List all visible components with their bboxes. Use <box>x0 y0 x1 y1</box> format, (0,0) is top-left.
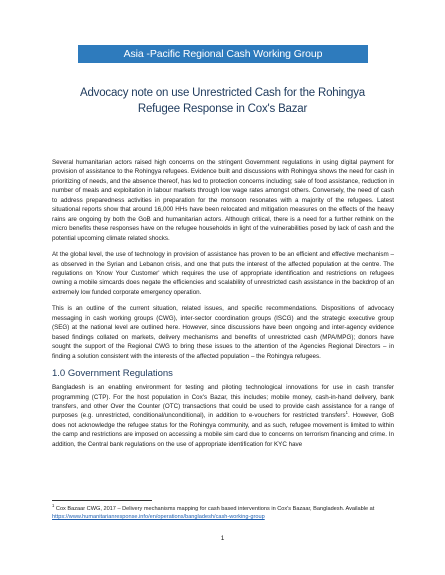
page-number: 1 <box>220 535 225 542</box>
paragraph: This is an outline of the current situation, related issues, and specific recommendations. Dispositions of advocacy messaging in cash working groups (CWG), inter-sector coordination groups (ISCG) and the strategic executive group (SEG) at the national level are outlined here. However, since discussions have been ongoing and inter-agency evidence based findings collated on markets, delivery mechanisms and benefits of unrestricted cash (MPA/MPG); donors have sought the support of the Regional CWG to bring these issues to the attention of the Agencies Regional Directors – in finding a solution consistent with the interests of the affected population – the Rohingya refugees. <box>52 305 394 360</box>
paragraph-text: . However, GoB does not acknowledge the refugee status for the Rohingya community, and as such, refugee movement is limited to within the camp and restrictions are imposed on accessing a mobile sim card due to concerns on terrorism financing and crime. In addition, the Central bank regulations on the use of appropriate identification for KYC have <box>52 412 394 448</box>
organization-banner: Asia -Pacific Regional Cash Working Group <box>78 45 368 63</box>
footnote-mark: 1 <box>52 503 55 509</box>
paragraph: Several humanitarian actors raised high concerns on the stringent Government regulations in using digital payment for provision of assistance to the Rohingya refugees. Evidence built and discussions with Rohingya shows the need for cash in prioritizing of needs, and the absence thereof, has led to protection concerns including; sale of food assistance, reduction in number of meals and exploitation in labour markets through low wage rates amongst others. Conversely, the need of cash to address preparedness activities in preparation for the monsoon resonates with a majority of the refugees. Latest situational reports show that around 16,000 HHs have been relocated and mitigation measures on the effects of the heavy rains are ongoing by both the GoB and humanitarian actors. Although critical, there is a need for a further rethink on the micro benefits these responses have on the refugee households in light of the vulnerabilities posed by lack of cash and the potential upcoming climate related shocks. <box>52 159 394 242</box>
footnote-reference[interactable]: 1 <box>345 410 348 416</box>
paragraph-text: Bangladesh is an enabling environment for testing and piloting technological innovations for use in cash transfer programming (CTP). For the host population in Cox's Bazar, this includes; mobile money, cash-in-hand delivery, bank transfers, and other Over the Counter (OTC) transactions that could be used to provide cash assistance for a range of purposes (e.g. unrestricted, conditional/unconditional), in addition to e-vouchers for restricted transfers <box>52 384 394 420</box>
footnote-link[interactable]: https://www.humanitarianresponse.info/en/operations/bangladesh/cash-working-group <box>52 514 265 520</box>
paragraph <box>52 383 394 449</box>
document-body <box>52 158 394 456</box>
document-title: Advocacy note on use Unrestricted Cash for the Rohingya Refugee Response in Cox's Bazar <box>80 87 365 115</box>
footnote-divider <box>52 500 152 501</box>
paragraph: At the global level, the use of technology in provision of assistance has proven to be an efficient and effective mechanism – as observed in the Syrian and Lebanon crisis, and one that puts the interest of the affected population at the centre. The regulations on 'Know Your Customer' which requires the use of appropriate identification and restrictions on refugees owning a mobile simcards does negate the efficiencies and scalability of unrestricted cash assistance in the backdrop of an extremely low funded corporate emergency operation. <box>52 251 394 296</box>
footnote-text: Cox Bazaar CWG, 2017 – Delivery mechanisms mapping for cash based interventions in Cox's Bazaar, Bangladesh. Available at <box>54 506 375 512</box>
section-heading: 1.0 Government Regulations <box>52 368 173 380</box>
footnote <box>52 505 394 521</box>
